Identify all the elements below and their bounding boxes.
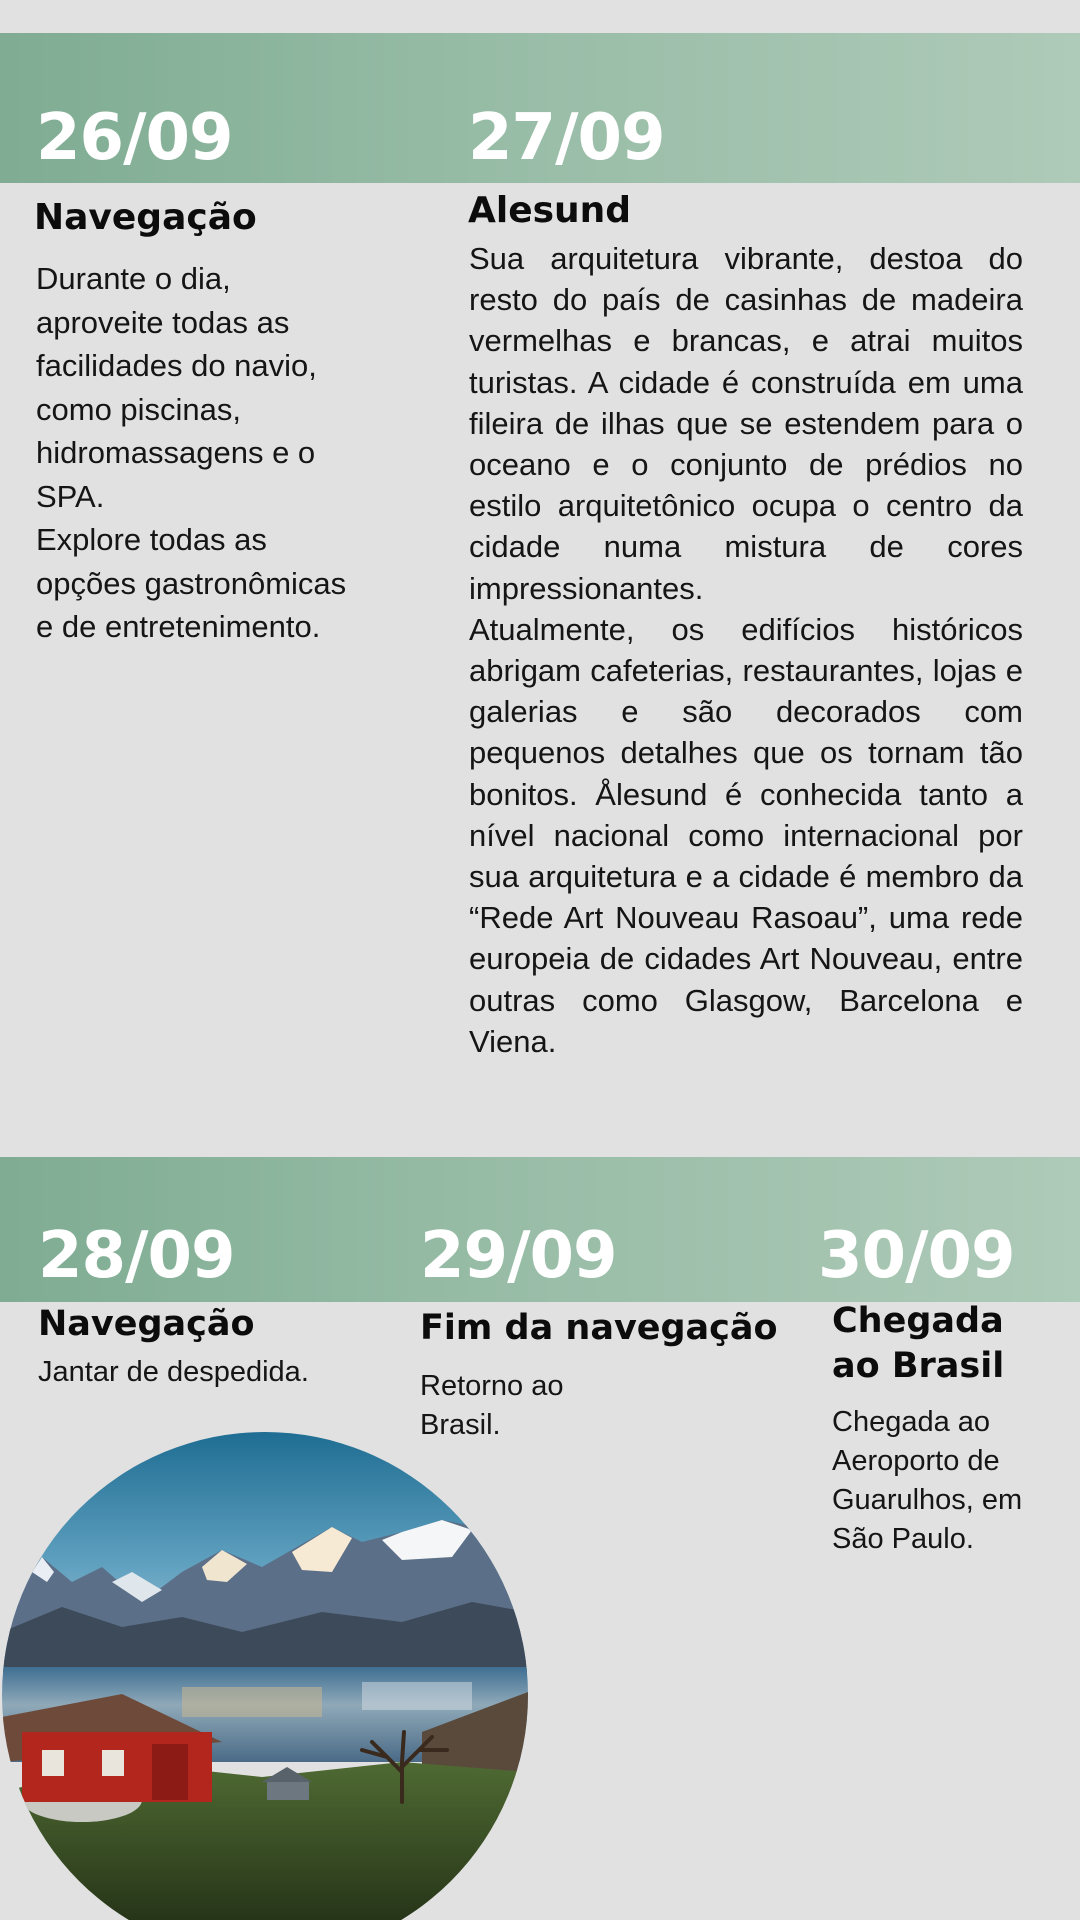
day-description-28-09 (38, 1353, 408, 1392)
day-title-chegada-ao-brasil: Chegada ao Brasil (832, 1301, 1005, 1386)
day-description-26-09 (36, 257, 366, 649)
day-date-26-09: 26/09 (36, 101, 233, 175)
day-description-30-09 (832, 1403, 1042, 1559)
day-date-30-09: 30/09 (818, 1219, 1015, 1293)
day-paragraph: Chegada ao Aeroporto de Guarulhos, em São Paulo. (832, 1406, 1023, 1555)
day-paragraph: Explore todas as opções gastronômicas e de entretenimento. (36, 522, 347, 644)
day-date-28-09: 28/09 (38, 1219, 235, 1293)
day-paragraph: Durante o dia, aproveite todas as facilidades do navio, como piscinas, hidromassagens e o SPA. (36, 261, 317, 514)
fjord-landscape-photo (2, 1432, 528, 1920)
day-title-fim-da-navegacao: Fim da navegação (420, 1308, 778, 1348)
day-title-navegacao: Navegação (34, 197, 257, 238)
day-date-29-09: 29/09 (420, 1219, 617, 1293)
day-title-navegacao-2: Navegação (38, 1304, 255, 1344)
day-paragraph: Sua arquitetura vibrante, destoa do resto do país de casinhas de madeira vermelhas e brancas, e atrai muitos turistas. A cidade é construída em uma fileira de ilhas que se estendem para o oceano e o conjunto de prédios no estilo arquitetônico ocupa o centro da cidade numa mistura de cores impressionantes. (469, 241, 1023, 606)
day-date-27-09: 27/09 (468, 101, 665, 175)
day-paragraph: Jantar de despedida. (38, 1356, 309, 1388)
day-description-27-09 (469, 238, 1023, 1062)
day-title-alesund: Alesund (468, 190, 632, 231)
day-paragraph: Retorno ao Brasil. (420, 1370, 564, 1441)
day-paragraph: Atualmente, os edifícios históricos abrigam cafeterias, restaurantes, lojas e galerias e são decorados com pequenos detalhes que os tornam tão bonitos. Ålesund é conhecida tanto a nível nacional como internacional por sua arquitetura e a cidade é membro da “Rede Art Nouveau Rasoau”, uma rede europeia de cidades Art Nouveau, entre outras como Glasgow, Barcelona e Viena. (469, 611, 1023, 1059)
